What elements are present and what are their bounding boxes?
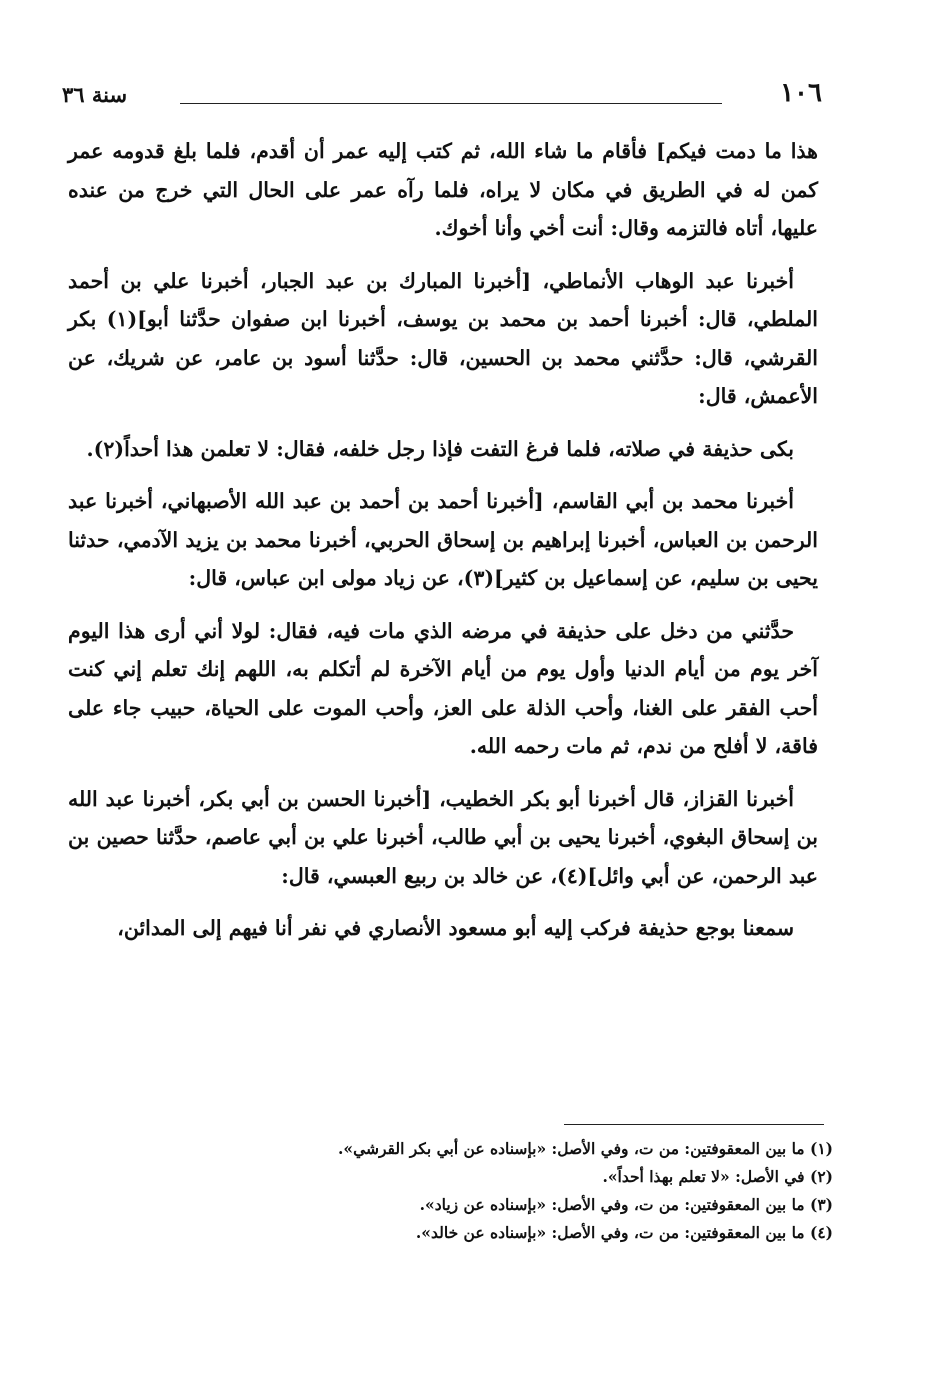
footnote: (٣) ما بين المعقوفتين: من ت، وفي الأصل: «بإسناده عن زياد». [419, 1195, 833, 1214]
header-rule [180, 103, 722, 104]
footnote: (٢) في الأصل: «لا تعلم بهذا أحداً». [602, 1167, 833, 1186]
paragraph: أخبرنا محمد بن أبي القاسم، [أخبرنا أحمد بن أحمد بن عبد الله الأصبهاني، أخبرنا عبد الرحمن بن العباس، أخبرنا إبراهيم بن إسحاق الحربي، أخبرنا محمد بن يزيد الآدمي، حدثنا يحيى بن سليم، عن إسماعيل بن كثير](٣)، عن زياد مولى ابن عباس، قال: [68, 489, 818, 590]
footnote: (٤) ما بين المعقوفتين: من ت، وفي الأصل: «بإسناده عن خالد». [415, 1223, 833, 1242]
paragraph: هذا ما دمت فيكم] فأقام ما شاء الله، ثم كتب إليه عمر أن أقدم، فلما بلغ قدومه عمر كمن له في الطريق في مكان لا يراه، فلما رآه عمر على الحال التي خرج من عنده عليها، أتاه فالتزمه وقال: أنت أخي وأنا أخوك. [68, 139, 818, 240]
running-head: سنة ٣٦ [62, 82, 128, 107]
paragraph: أخبرنا عبد الوهاب الأنماطي، [أخبرنا المبارك بن عبد الجبار، أخبرنا علي بن أحمد الملطي، قال: أخبرنا أحمد بن محمد بن يوسف، أخبرنا ابن صفوان حدَّثنا أبو](١) بكر القرشي، قال: حدَّثني محمد بن الحسين، قال: حدَّثنا أسود بن عامر، عن شريك، عن الأعمش، قال: [68, 268, 818, 408]
paragraph: بكى حذيفة في صلاته، فلما فرغ التفت فإذا رجل خلفه، فقال: لا تعلمن هذا أحداً(٢). [86, 436, 794, 461]
footnote: (١) ما بين المعقوفتين: من ت، وفي الأصل: «بإسناده عن أبي بكر القرشي». [337, 1139, 833, 1158]
footnote-divider [564, 1124, 824, 1125]
page-header [62, 78, 822, 118]
paragraph: أخبرنا القزاز، قال أخبرنا أبو بكر الخطيب، [أخبرنا الحسن بن أبي بكر، أخبرنا عبد الله بن إسحاق البغوي، أخبرنا يحيى بن أبي طالب، أخبرنا علي بن أبي عاصم، حدَّثنا حصين بن عبد الرحمن، عن أبي وائل](٤)، عن خالد بن ربيع العبسي، قال: [68, 786, 818, 888]
paragraph: سمعنا بوجع حذيفة فركب إليه أبو مسعود الأنصاري في نفر أنا فيهم إلى المدائن، [117, 916, 794, 940]
page-number: ١٠٦ [780, 78, 822, 108]
main-text [68, 132, 818, 962]
footnotes [68, 1135, 833, 1247]
paragraph: حدَّثني من دخل على حذيفة في مرضه الذي مات فيه، فقال: لولا أني أرى هذا اليوم آخر يوم من أيام الدنيا وأول يوم من أيام الآخرة لم أتكلم به، اللهم إنك تعلم إني كنت أحب الفقر على الغنا، وأحب الذلة على العز، وأحب الموت على الحياة، حبيب جاء على فاقة، لا أفلح من ندم، ثم مات رحمه الله. [68, 618, 818, 758]
